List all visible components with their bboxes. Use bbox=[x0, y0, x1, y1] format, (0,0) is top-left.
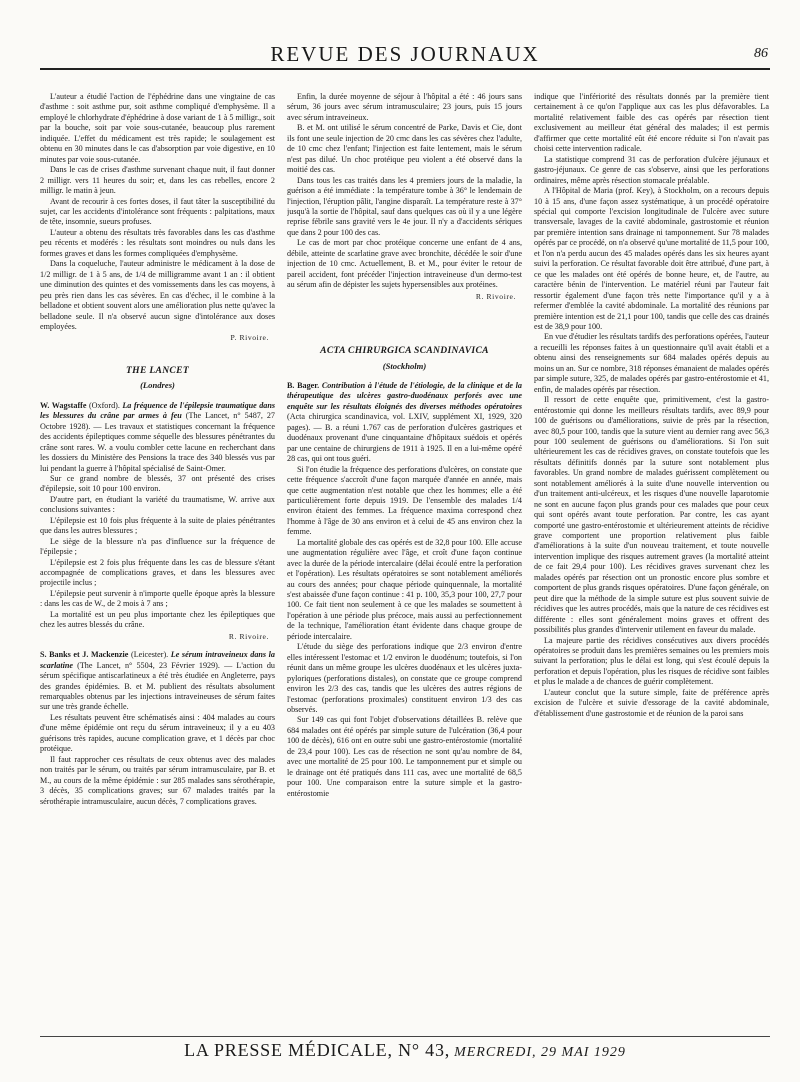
page-footer bbox=[40, 1036, 770, 1063]
article-lead bbox=[287, 381, 522, 465]
footer-date: MERCREDI, 29 MAI 1929 bbox=[454, 1045, 626, 1060]
paragraph: Dans la coqueluche, l'auteur administre le médicament à la dose de 1/2 milligr. de 1 à 5 ans, de 1/4 de milligramme avant 1 an : il obtient une diminution des quintes et des vomissements dans les cas moyens, à peu près rien dans les cas sévères. En cas d'échec, il le combine à la belladone et obtient souvent alors une amélioration plus nette qu'avec la belladone seule. Il n'a observé aucun signe d'intolérance aux doses employées. bbox=[40, 259, 275, 331]
paragraph: L'auteur a étudié l'action de l'éphédrine dans une vingtaine de cas d'asthme : soit asthme pur, soit asthme compliqué d'emphysème. Il a employé le chlorhydrate d'éphédrine à dose variant de 1 à 5 milligr., soit par la bouche, soit par voie sous-cutanée, beaucoup plus rarement indiquée. L'effet du médicament est très rapide; le soulagement est obtenu en 30 minutes dans le cas d'absorption par voie digestive, en 10 minutes par voie sous-cutanée. bbox=[40, 92, 275, 164]
section-title-acta: ACTA CHIRURGICA SCANDINAVICA bbox=[320, 345, 489, 357]
paragraph: L'épilepsie est 10 fois plus fréquente à la suite de plaies pénétrantes que dans les autres blessures ; bbox=[40, 515, 275, 536]
page-header bbox=[40, 42, 770, 70]
paragraph: Sur ce grand nombre de blessés, 37 ont présenté des crises d'épilepsie, soit 10 pour 100 environ. bbox=[40, 473, 275, 494]
section-title-lancet: THE LANCET bbox=[126, 364, 189, 376]
paragraph: Le siège de la blessure n'a pas d'influence sur la fréquence de l'épilepsie ; bbox=[40, 536, 275, 557]
signature: R. Rivoire. bbox=[228, 631, 269, 641]
paragraph: Les résultats peuvent être schématisés ainsi : 404 malades au cours d'une même épidémie ont reçu du sérum intraveineux; il y a eu 403 guérisons très rapides, aucune complication grave, et 1 décès par choc protéique. bbox=[40, 712, 275, 754]
paragraph: L'auteur a obtenu des résultats très favorables dans les cas d'asthme peu récents et modérés : les résultats sont moindres ou nuls dans les formes graves et dans les formes compliquées d'emphysème. bbox=[40, 227, 275, 258]
paragraph: B. et M. ont utilisé le sérum concentré de Parke, Davis et Cie, dont ils font une seule injection de 20 cmc dans les cas sévères chez l'adulte, de 10 cmc chez l'enfant; l'injection est faite lentement, mais le sérum n'est pas dilué. Un choc protéique peu violent a été observé dans la moitié des cas. bbox=[287, 123, 522, 175]
paragraph: La mortalité est un peu plus importante chez les épileptiques que chez les autres blessés du crâne. bbox=[40, 609, 275, 630]
columns bbox=[40, 92, 770, 1030]
paragraph: Enfin, la durée moyenne de séjour à l'hôpital a été : 46 jours sans sérum, 36 jours avec sérum intramusculaire; 23 jours, puis 15 jours avec sérum intraveineux. bbox=[287, 92, 522, 122]
paragraph: Il faut rapprocher ces résultats de ceux obtenus avec des malades non traités par le sérum, ou traités par sérum intramusculaire, par B. et M., au cours de la même épidémie : sur 285 malades sans sérothérapie, 3 décès, 35 complications graves; sur 67 malades traités par la sérothérapie intramusculaire, aucun décès, 7 complications graves. bbox=[40, 754, 275, 806]
paragraph: Il ressort de cette enquête que, primitivement, c'est la gastro-entérostomie qui donne les meilleurs résultats tardifs, avec 89,9 pour 100 de guérisons ou d'améliorations, suivie de près par la résection, avec 80,5 pour 100, tandis que la suture vient au dernier rang avec 56,3 pour 100 seulement de guérisons ou d'améliorations. Si l'on suit ultérieurement les cas de récidives graves, on constate toutefois que les résultats définitifs donnés par la suture sont notablement plus favorables. Un grand nombre de malades guérissent complètement ou sont notablement améliorés à la suite d'une nouvelle intervention ou d'un traitement anti-ulcéreux, et les risques d'une nouvelle laparotomie ne sont en aucune façon plus grands pour ces malades que pour ceux qui sont opérés avant toute perforation. Par contre, les cas ayant comporté une gastro-entérostomie et ultérieurement atteints de récidive grave comportent une proportion relativement plus faible d'améliorations à la suite d'un nouveau traitement, et toute nouvelle intervention implique des risques autrement graves (la mortalité atteint de ce fait 29,4 pour 100). Les récidives graves survenant chez les malades opérés par résection ont un pronostic encore plus sombre et comportent de plus grands risques opératoires. D'une façon générale, on peut dire que la méthode de la simple suture est plus souvent suivie de récidives que les autres procédés, mais que la nature de ces récidives est différente : elles sont généralement moins graves et offrent des possibilités plus grandes d'intervenir utilement en faveur du malade. bbox=[534, 395, 769, 635]
article-ref: (Acta chirurgica scandinavica, vol. LXIV, supplément XI, 1929, 320 pages). bbox=[287, 412, 522, 432]
paragraph: indique que l'infériorité des résultats donnés par la première tient certainement à ce qu'on l'applique aux cas les plus défavorables. La mortalité relativement faible des cas opérés par résection tient exclusivement au meilleur état général des malades; il est permis d'affirmer que cette mortalité eût été encore réduite si l'on n'avait pas choisi cette intervention radicale. bbox=[534, 92, 769, 154]
article-author: W. Wagstaffe bbox=[40, 400, 87, 410]
paragraph: D'autre part, en étudiant la variété du traumatisme, W. arrive aux conclusions suivantes : bbox=[40, 494, 275, 515]
paragraph: A l'Hôpital de Maria (prof. Key), à Stockholm, on a recours depuis 10 à 15 ans, d'une façon assez systématique, à un procédé opératoire spécial qui comporte l'excision longitudinale de l'ulcère avec suture transversale, lavages de la cavité abdominale, gastrostomie et réunion par première intention sans drainage ni tamponnement. Sur 78 malades opérés par ce procédé, on n'a observé qu'une mortalité de 11,5 pour 100, et l'on n'a perdu aucun des 45 malades opérés dans les six heures ayant suivi la perforation. Ce résultat favorable doit être attribué, d'une part, à ce que les malades ont été opérés de bonne heure, et, de l'autre, au caractère bénin de l'intervention. Le matériel réuni par l'auteur fait ressortir également d'une façon très nette l'importance qu'il y a à refermer d'emblée la cavité abdominale. La mortalité des réunions par première intention est de 21,1 pour 100, tandis que celle des cas drainés est de 38,9 pour 100. bbox=[534, 186, 769, 331]
article-author: B. Bager. bbox=[287, 380, 320, 390]
article-bager bbox=[287, 381, 522, 799]
column-3 bbox=[534, 92, 769, 1030]
article-title: Contribution à l'étude de l'étiologie, de la clinique et de la thérapeutique des ulcères gastro-duodénaux perforés avec une enquête sur les résultats éloignés des diverses méthodes opératoires bbox=[287, 380, 522, 411]
article-title: Le sérum intraveineux dans la scarlatine bbox=[40, 650, 275, 670]
header-title: REVUE DES JOURNAUX bbox=[270, 42, 540, 66]
article-lead bbox=[40, 650, 275, 713]
paragraph: En vue d'étudier les résultats tardifs des perforations opérées, l'auteur a recueilli les réponses faites à un questionnaire qu'il avait établi et a obtenu ainsi des renseignements sur 684 malades opérés depuis au moins un an. Sur ce nombre, 318 réponses émanaient de malades opérés par simple suture, 325, de malades opérés par gastro-entérostomie et 41, enfin, de malades opérés par résection. bbox=[534, 332, 769, 394]
paragraph: L'auteur conclut que la suture simple, faite de préférence après excision de l'ulcère et suivie d'essorage de la cavité abdominale, d'établissement d'une gastrostomie et de réunion de la paroi sans bbox=[534, 687, 769, 718]
column-1 bbox=[40, 92, 275, 1030]
article-place: (Oxford). bbox=[88, 400, 120, 410]
section-subtitle: (Londres) bbox=[140, 380, 175, 391]
paragraph: L'étude du siège des perforations indique que 2/3 environ d'entre elles intéressent l'estomac et 1/2 environ le duodénum; toutefois, si l'on réunit dans un même groupe les ulcères duodénaux et les ulcères juxta-pyloriques (perforations distales), on constate que ce groupe comprend environ les 2/3 des cas, tandis que les ulcères des autres régions de l'estomac (perforations proximales) constituent environ 1/3 des cas observés. bbox=[287, 642, 522, 715]
signature: R. Rivoire. bbox=[475, 291, 516, 301]
paragraph: L'épilepsie est 2 fois plus fréquente dans les cas de blessure s'étant accompagnée de complications graves, et dans les blessures avec projectile inclus ; bbox=[40, 557, 275, 588]
paragraph: Avant de recourir à ces fortes doses, il faut tâter la susceptibilité du sujet, car les accidents d'intolérance sont fréquents : palpitations, maux de tête, insomnie, sueurs profuses. bbox=[40, 196, 275, 227]
article-wagstaffe bbox=[40, 401, 275, 642]
paragraph: L'épilepsie peut survenir à n'importe quelle époque après la blessure : dans les cas de W., de 2 mois à 7 ans ; bbox=[40, 588, 275, 609]
article-lead bbox=[40, 401, 275, 474]
paragraph: La majeure partie des récidives consécutives aux divers procédés opératoires se produit dans les premières semaines ou les premiers mois suivant la perforation; plus le délai est long, qui s'est écoulé depuis la perforation et depuis l'opération, plus les risques de récidive sont faibles et plus le malade a de chances de guérir complètement. bbox=[534, 635, 769, 687]
paragraph: Si l'on étudie la fréquence des perforations d'ulcères, on constate que cette fréquence s'accroît d'une façon marquée d'année en année, mais que cette augmentation n'est notable que chez les hommes; elle a été particulièrement forte depuis 1919. De l'ensemble des malades 1/4 environ étaient des femmes. La fréquence maxima correspond chez l'homme à l'âge de 30 ans environ et à celui de 45 ans environ chez la femme. bbox=[287, 464, 522, 537]
article-ref: (The Lancet, n° 5504, 23 Février 1929). bbox=[77, 660, 220, 670]
article-title: La fréquence de l'épilepsie traumatique dans les blessures du crâne par armes à feu bbox=[40, 400, 275, 421]
article-text: — L'action du sérum spécifique antiscarlatineux a été très étudiée en Angleterre, pays des grandes épidémies. B. et M. publient des résultats absolument remarquables obtenus par les injections intraveineuses de sérum faites sur une très grande échelle. bbox=[40, 660, 275, 712]
article-text: — Les travaux et statistiques concernant la fréquence des accidents épileptiques comme séquelle des blessures pénétrantes du crâne sont rares. W. a voulu combler cette lacune en recherchant dans les dossiers du Ministère des Pensions la trace des 340 blessés vus par lui pendant la guerre à l'hôpital spécialisé de Saint-Omer. bbox=[40, 421, 275, 473]
section-subtitle: (Stockholm) bbox=[382, 360, 427, 371]
article-banks-mackenzie bbox=[40, 650, 275, 807]
paragraph: Sur 149 cas qui font l'objet d'observations détaillées B. relève que 684 malades ont été opérés par simple suture de l'ulcération (36,4 pour 100 de décès), 616 ont en outre subi une gastro-entérostomie (mortalité de 23,4 pour 100). Les cas de résection ne sont qu'au nombre de 84, avec une mortalité de 25 pour 100. Le tamponnement pur et simple ou le drainage ont été pratiqués dans 111 cas, avec une mortalité de 68,5 pour 100. Une comparaison entre la suture simple et la gastro-entérostomie bbox=[287, 715, 522, 798]
signature: P. Rivoire. bbox=[230, 333, 269, 343]
column-2 bbox=[287, 92, 522, 1030]
paragraph: La statistique comprend 31 cas de perforation d'ulcère jéjunaux et gastro-jéjunaux. Ce genre de cas s'observe, ainsi que les perforations ordinaires, même après résection stomacale préalable. bbox=[534, 154, 769, 185]
footer-journal: LA PRESSE MÉDICALE, N° 43, bbox=[184, 1040, 451, 1060]
paragraph: Dans tous les cas traités dans les 4 premiers jours de la maladie, la guérison a été immédiate : la température tombe à 36° le lendemain de l'injection, l'éruption pâlit, l'angine disparaît. La température reste à 37° jusqu'à la sortie de l'hôpital, sauf dans quelques cas où il y a une légère reprise fébrile sans gravité vers le 4e jour. Il n'y a d'accidents sériques que dans 2 pour 100 des cas. bbox=[287, 175, 522, 237]
paragraph: La mortalité globale des cas opérés est de 32,8 pour 100. Elle accuse une augmentation régulière avec l'âge, et croît d'une façon continue avec la durée de la période intercalaire (délai écoulé entre la perforation et l'opération). Les résultats opératoires se sont notablement améliorés au cours des années; pour chaque période quinquennale, la mortalité s'est abaissée d'une façon continue : 41 p. 100, 35,3 pour 100, 27,7 pour 100. Ce fait tient non seulement à ce que les malades se soumettent à l'opération à une période plus précoce, mais aussi au perfectionnement de la technique, l'amélioration étant évidente dans chaque groupe de période intercalaire. bbox=[287, 537, 522, 641]
paragraph: Dans le cas de crises d'asthme survenant chaque nuit, il faut donner 2 milligr. vers 11 heures du soir; et, dans les cas rebelles, encore 2 milligr. le matin à jeun. bbox=[40, 165, 275, 196]
article-ref: (The Lancet, n° 5487, 27 Octobre 1928). bbox=[40, 411, 275, 431]
article-author: S. Banks et J. Mackenzie bbox=[40, 650, 129, 660]
article-place: (Leicester). bbox=[130, 650, 169, 660]
page-number: 86 bbox=[754, 46, 768, 61]
paragraph: Le cas de mort par choc protéique concerne une enfant de 4 ans, débile, atteinte de scarlatine grave avec bronchite, décédée le soir d'une injection de 10 cmc. Actuellement, B. et M., pour éviter le retour de pareil accident, font précéder l'injection intraveineuse d'un dermo-test au sérum afin de dépister les sujets hypersensibles aux protéines. bbox=[287, 238, 522, 290]
article-text: — B. a réuni 1.767 cas de perforation d'ulcères gastriques et duodénaux provenant d'une cinquantaine d'hôpitaux suédois et opérés par une centaine de chirurgiens de 1911 à 1925. Il en a lui-même opéré 28 cas, qui ont tous guéri. bbox=[287, 422, 522, 464]
